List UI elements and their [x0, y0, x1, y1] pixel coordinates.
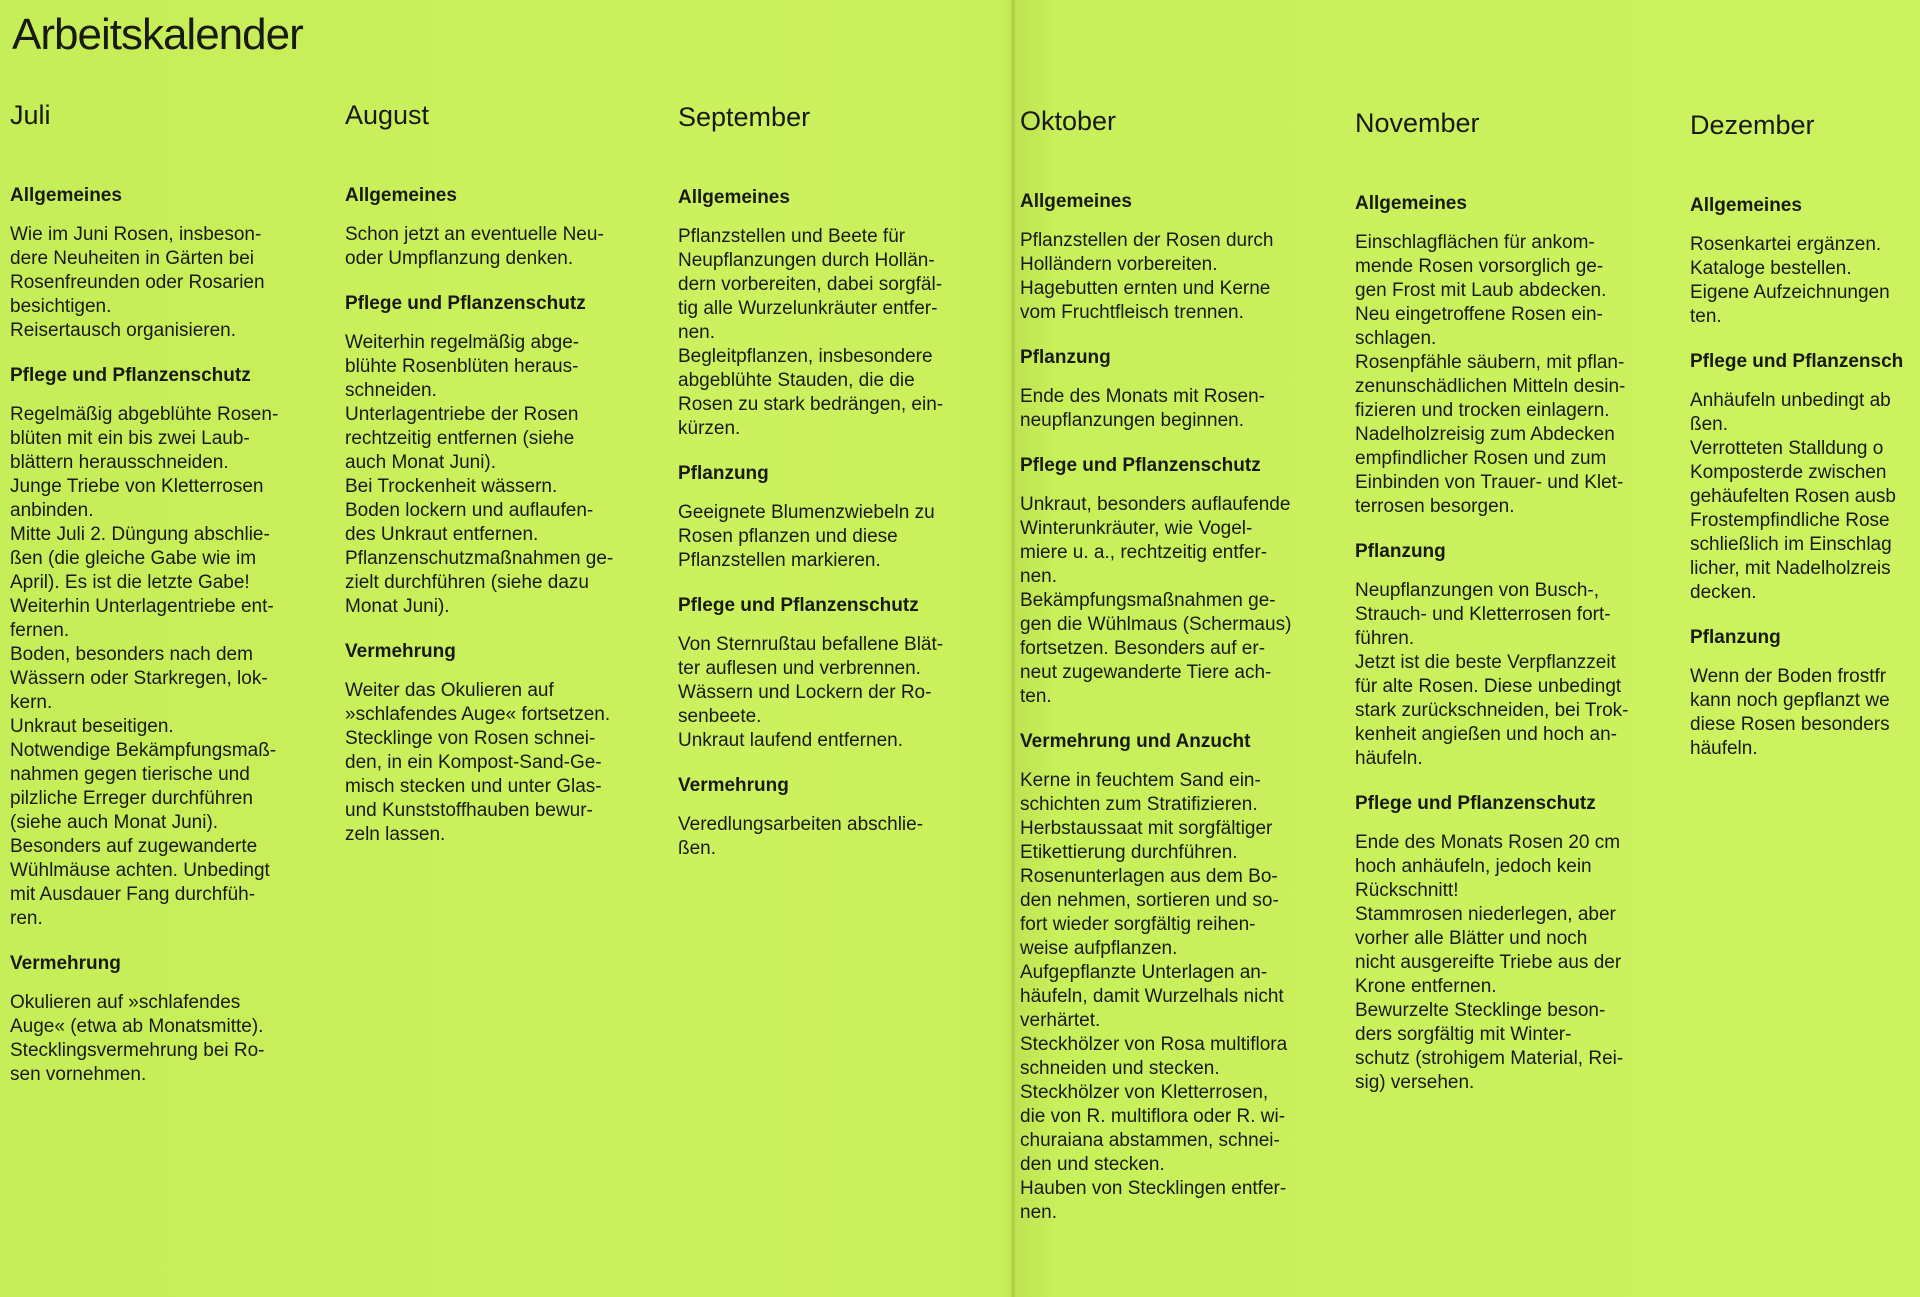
- section-heading: Vermehrung: [10, 953, 121, 974]
- section-text: Unkraut, besonders auflaufende Winterunkräuter, wie Vogel- miere u. a., rechtzeitig entfer- nen. Bekämpfungsmaßnahmen ge- gen die Wühlmaus (Schermaus) fortsetzen. Besonders auf er- neut zugewanderte Tiere ach- ten.: [1020, 494, 1292, 707]
- month-title: November: [1355, 108, 1480, 138]
- section-text: Rosenkartei ergänzen. Kataloge bestellen. Eigene Aufzeichnungen ten.: [1690, 234, 1890, 327]
- section-heading: Pflege und Pflanzenschutz: [10, 365, 251, 386]
- section-heading: Allgemeines: [345, 185, 457, 206]
- section-text: Wie im Juni Rosen, insbeson- dere Neuheiten in Gärten bei Rosenfreunden oder Rosarien besichtigen. Reisertausch organisieren.: [10, 224, 265, 341]
- section-heading: Pflanzung: [678, 463, 769, 484]
- section-text: Veredlungsarbeiten abschlie- ßen.: [678, 814, 924, 859]
- column-juli: [10, 100, 340, 1109]
- section-text: Wenn der Boden frostfr kann noch gepflanzt we diese Rosen besonders häufeln.: [1690, 666, 1890, 759]
- month-title: September: [678, 102, 811, 132]
- section-heading: Pflanzung: [1355, 541, 1446, 562]
- page-title: Arbeitskalender: [12, 10, 303, 59]
- section-text: Ende des Monats mit Rosen- neupflanzungen beginnen.: [1020, 386, 1266, 431]
- section-heading: Vermehrung: [345, 641, 456, 662]
- section-heading: Pflanzung: [1690, 627, 1781, 648]
- section-heading: Pflanzung: [1020, 347, 1111, 368]
- column-september: [678, 102, 1008, 883]
- column-november: [1355, 108, 1685, 1117]
- section-text: Von Sternrußtau befallene Blät- ter auflesen und verbrennen. Wässern und Lockern der Ro- senbeete. Unkraut laufend entfernen.: [678, 634, 944, 751]
- section-heading: Allgemeines: [678, 187, 790, 208]
- month-title: Oktober: [1020, 106, 1117, 136]
- section-text: Kerne in feuchtem Sand ein- schichten zum Stratifizieren. Herbstaussaat mit sorgfältiger Etikettierung durchführen. Rosenunterlagen aus dem Bo- den nehmen, sortieren und so- fort wieder sorgfältig reihen- weise aufpflanzen. Aufgepflanzte Unterlagen an- häufeln, damit Wurzelhals nicht verhärtet. Steckhölzer von Rosa multiflora schneiden und stecken. Steckhölzer von Kletterrosen, die von R. multiflora oder R. wi- churaiana abstammen, schnei- den und stecken. Hauben von Stecklingen entfer- nen.: [1020, 770, 1288, 1223]
- section-heading: Allgemeines: [1020, 191, 1132, 212]
- section-heading: Allgemeines: [1690, 195, 1802, 216]
- section-heading: Pflege und Pflanzenschutz: [1020, 455, 1261, 476]
- month-title: August: [345, 100, 430, 130]
- section-text: Weiterhin regelmäßig abge- blühte Rosenblüten heraus- schneiden. Unterlagentriebe der Rosen rechtzeitig entfernen (siehe auch Monat Juni). Bei Trockenheit wässern. Boden lockern und auflaufen- des Unkraut entfernen. Pflanzenschutzmaßnahmen ge- zielt durchführen (siehe dazu Monat Juni).: [345, 332, 614, 617]
- column-oktober: [1020, 106, 1350, 1247]
- section-heading: Pflege und Pflanzenschutz: [345, 293, 586, 314]
- section-text: Einschlagflächen für ankom- mende Rosen vorsorglich ge- gen Frost mit Laub abdecken. Neu eingetroffene Rosen ein- schlagen. Rosenpfähle säubern, mit pflan- zenunschädlichen Mitteln desin- fizieren und trocken einlagern. Nadelholzreisig zum Abdecken empfindlicher Rosen und zum Einbinden von Trauer- und Klet- terrosen besorgen.: [1355, 232, 1626, 517]
- section-text: Schon jetzt an eventuelle Neu- oder Umpflanzung denken.: [345, 224, 604, 269]
- section-heading: Allgemeines: [1355, 193, 1467, 214]
- month-title: Juli: [10, 100, 51, 130]
- section-text: Ende des Monats Rosen 20 cm hoch anhäufeln, jedoch kein Rückschnitt! Stammrosen niederlegen, aber vorher alle Blätter und noch nicht ausgereifte Triebe aus der Krone entfernen. Bewurzelte Stecklinge beson- ders sorgfältig mit Winter- schutz (strohigem Material, Rei- sig) versehen.: [1355, 832, 1624, 1093]
- section-heading: Allgemeines: [10, 185, 122, 206]
- section-heading: Vermehrung: [678, 775, 789, 796]
- section-text: Neupflanzungen von Busch-, Strauch- und Kletterrosen fort- führen. Jetzt ist die beste Verpflanzzeit für alte Rosen. Diese unbedingt stark zurückschneiden, bei Trok- kenheit angießen und hoch an- häufeln.: [1355, 580, 1629, 769]
- section-heading: Pflege und Pflanzenschutz: [678, 595, 919, 616]
- section-text: Pflanzstellen der Rosen durch Holländern vorbereiten. Hagebutten ernten und Kerne vom Fruchtfleisch trennen.: [1020, 230, 1274, 323]
- section-text: Regelmäßig abgeblühte Rosen- blüten mit ein bis zwei Laub- blättern herausschneiden. Junge Triebe von Kletterrosen anbinden. Mitte Juli 2. Düngung abschlie- ßen (die gleiche Gabe wie im April). Es ist die letzte Gabe! Weiterhin Unterlagentriebe ent- fernen. Boden, besonders nach dem Wässern oder Starkregen, lok- kern. Unkraut beseitigen. Notwendige Bekämpfungsmaß- nahmen gegen tierische und pilzliche Erreger durchführen (siehe auch Monat Juni). Besonders auf zugewanderte Wühlmäuse achten. Unbedingt mit Ausdauer Fang durchfüh- ren.: [10, 404, 279, 929]
- section-text: Pflanzstellen und Beete für Neupflanzungen durch Hollän- dern vorbereiten, dabei sorgfäl- tig alle Wurzelunkräuter entfer- nen. Begleitpflanzen, insbesondere abgeblühte Stauden, die die Rosen zu stark bedrängen, ein- kürzen.: [678, 226, 944, 439]
- section-text: Anhäufeln unbedingt ab ßen. Verrotteten Stalldung o Komposterde zwischen gehäufelten Rosen ausb Frostempfindliche Rose schließlich im Einschlag licher, mit Nadelholzreis decken.: [1690, 390, 1896, 603]
- page-fold: [1010, 0, 1016, 1297]
- section-heading: Vermehrung und Anzucht: [1020, 731, 1251, 752]
- section-text: Geeignete Blumenzwiebeln zu Rosen pflanzen und diese Pflanzstellen markieren.: [678, 502, 935, 571]
- month-title: Dezember: [1690, 110, 1815, 140]
- section-text: Okulieren auf »schlafendes Auge« (etwa ab Monatsmitte). Stecklingsvermehrung bei Ro- sen vornehmen.: [10, 992, 265, 1085]
- column-august: [345, 100, 675, 869]
- section-heading: Pflege und Pflanzenschutz: [1355, 793, 1596, 814]
- column-dezember: [1690, 110, 1920, 783]
- section-text: Weiter das Okulieren auf »schlafendes Auge« fortsetzen. Stecklinge von Rosen schnei- den, in ein Kompost-Sand-Ge- misch stecken und unter Glas- und Kunststoffhauben bewur- zeln lassen.: [345, 680, 611, 845]
- section-heading: Pflege und Pflanzensch: [1690, 351, 1904, 372]
